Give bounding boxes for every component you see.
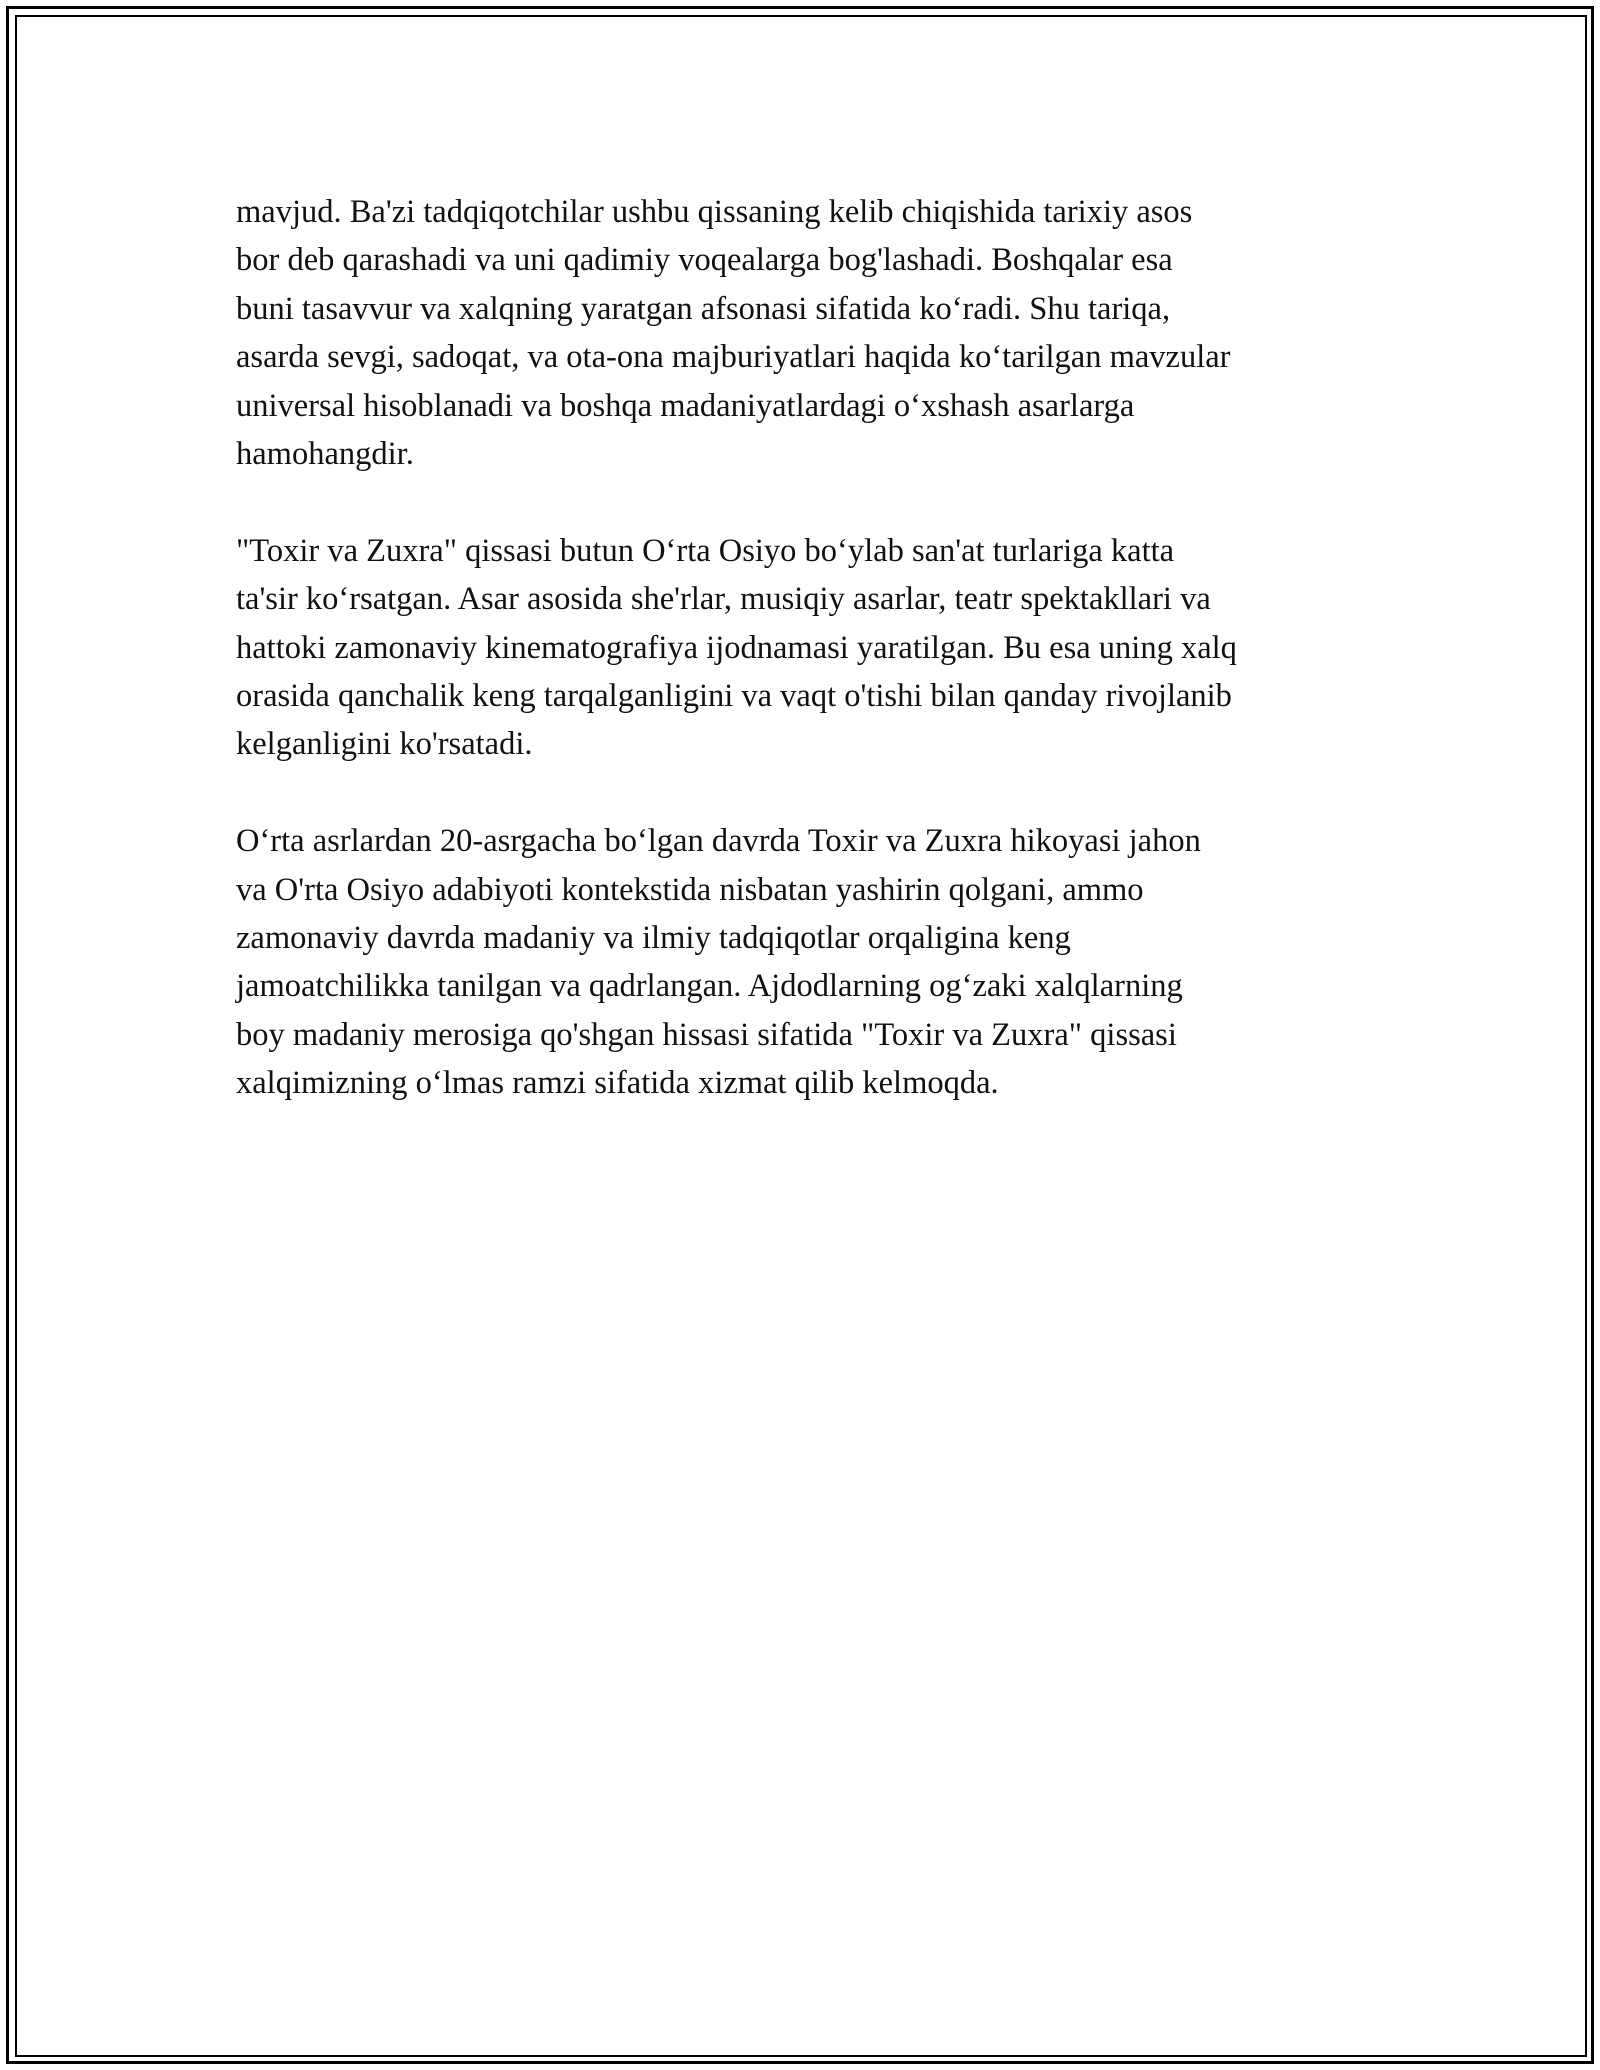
text-line: orasida qanchalik keng tarqalganligini va vaqt o'tishi bilan qanday rivojlanib bbox=[236, 678, 1232, 715]
paragraph-2 bbox=[236, 527, 1386, 769]
paragraph-1 bbox=[236, 188, 1386, 478]
text-line: jamoatchilikka tanilgan va qadrlangan. Ajdodlarning og‘zaki xalqlarning bbox=[236, 968, 1183, 1005]
text-line: universal hisoblanadi va boshqa madaniyatlardagi o‘xshash asarlarga bbox=[236, 387, 1135, 424]
text-line: zamonaviy davrda madaniy va ilmiy tadqiqotlar orqaligina keng bbox=[236, 920, 1071, 957]
text-line: mavjud. Ba'zi tadqiqotchilar ushbu qissaning kelib chiqishida tarixiy asos bbox=[236, 194, 1193, 230]
text-line: hattoki zamonaviy kinematografiya ijodnamasi yaratilgan. Bu esa uning xalq bbox=[236, 629, 1237, 666]
text-line: va O'rta Osiyo adabiyoti kontekstida nisbatan yashirin qolgani, ammo bbox=[236, 871, 1144, 908]
text-line: "Toxir va Zuxra" qissasi butun O‘rta Osiyo bo‘ylab san'at turlariga katta bbox=[236, 532, 1175, 569]
text-line: buni tasavvur va xalqning yaratgan afsonasi sifatida ko‘radi. Shu tariqa, bbox=[236, 290, 1171, 327]
text-line: xalqimizning o‘lmas ramzi sifatida xizmat qilib kelmoqda. bbox=[236, 1065, 999, 1102]
text-line: hamohangdir. bbox=[236, 436, 414, 473]
text-line: bor deb qarashadi va uni qadimiy voqealarga bog'lashadi. Boshqalar esa bbox=[236, 242, 1173, 279]
text-line: O‘rta asrlardan 20-asrgacha bo‘lgan davrda Toxir va Zuxra hikoyasi jahon bbox=[236, 823, 1201, 860]
text-line: boy madaniy merosiga qo'shgan hissasi sifatida "Toxir va Zuxra" qissasi bbox=[236, 1016, 1177, 1053]
text-line: kelganligini ko'rsatadi. bbox=[236, 726, 533, 763]
document-body bbox=[236, 188, 1386, 1156]
text-line: ta'sir ko‘rsatgan. Asar asosida she'rlar, musiqiy asarlar, teatr spektakllari va bbox=[236, 581, 1211, 618]
text-line: asarda sevgi, sadoqat, va ota-ona majburiyatlari haqida ko‘tarilgan mavzular bbox=[236, 339, 1231, 376]
paragraph-3 bbox=[236, 817, 1386, 1107]
